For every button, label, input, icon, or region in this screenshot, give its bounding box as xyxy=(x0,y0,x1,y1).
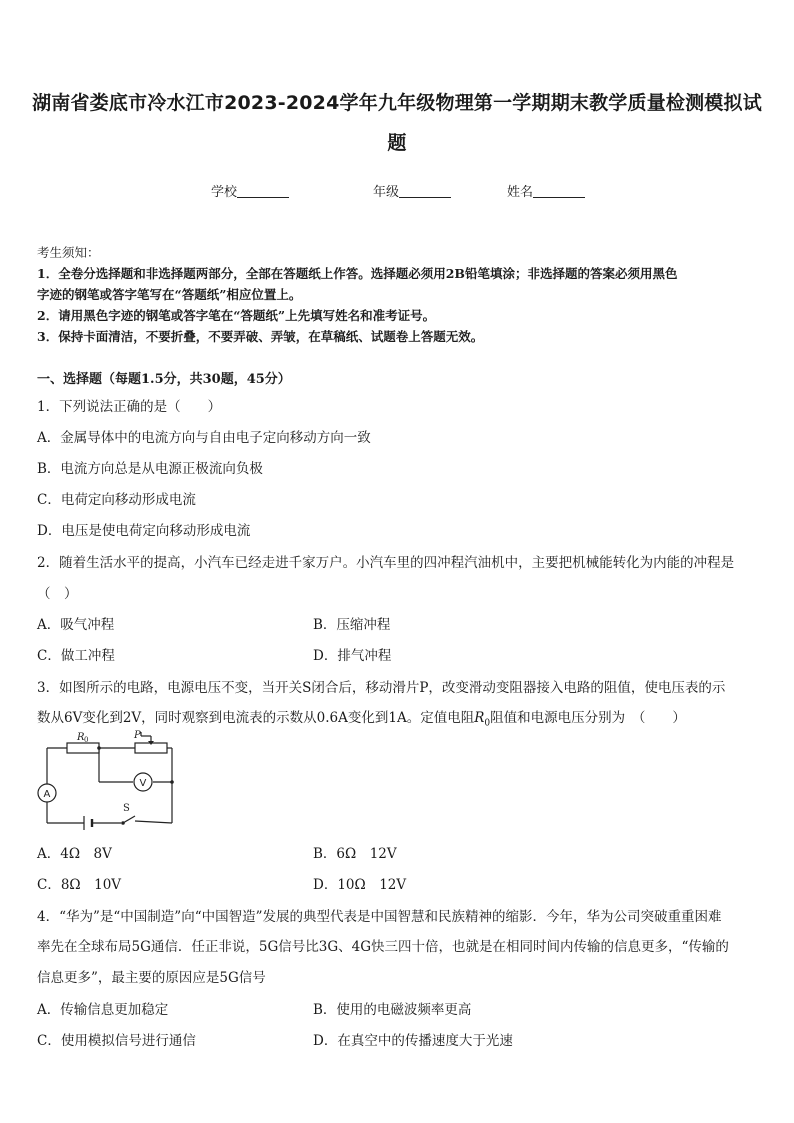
section-heading: 一、选择题（每题1.5分，共30题，45分） xyxy=(37,372,291,387)
q1-stem: 1．下列说法正确的是（ ） xyxy=(37,399,222,415)
notice-heading: 考生须知： xyxy=(37,245,100,260)
r0-symbol: R xyxy=(474,710,485,726)
grade-field xyxy=(373,181,451,200)
name-field xyxy=(507,181,585,200)
name-label: 姓名 xyxy=(507,185,534,200)
q3-option-a: A．4Ω 8V xyxy=(37,846,112,862)
notice-item-1a: 1．全卷分选择题和非选择题两部分，全部在答题纸上作答。选择题必须用2B铅笔填涂；非选择题的答案必须用黑色 xyxy=(37,266,678,281)
q3-stem-line2-part1: 数从6V变化到2V，同时观察到电流表的示数从0.6A变化到1A。定值电阻 xyxy=(37,710,475,726)
q3-option-b: B．6Ω 12V xyxy=(313,846,397,862)
q4-option-c: C．使用模拟信号进行通信 xyxy=(37,1033,196,1049)
q2-option-a: A．吸气冲程 xyxy=(37,617,115,633)
notice-item-1b: 字迹的钢笔或答字笔写在“答题纸”相应位置上。 xyxy=(37,287,302,302)
notice-item-3: 3．保持卡面清洁，不要折叠，不要弄破、弄皱，在草稿纸、试题卷上答题无效。 xyxy=(37,329,484,344)
q2-stem-line2: （ ） xyxy=(37,586,78,602)
q3-option-c: C．8Ω 10V xyxy=(37,877,122,893)
circuit-diagram xyxy=(37,730,177,834)
q1-option-b: B．电流方向总是从电源正极流向负极 xyxy=(37,461,263,477)
name-blank xyxy=(533,184,585,198)
q4-option-a: A．传输信息更加稳定 xyxy=(37,1002,169,1018)
voltmeter-label: V xyxy=(139,778,147,789)
grade-label: 年级 xyxy=(373,185,400,200)
school-label: 学校 xyxy=(211,185,238,200)
q2-option-b: B．压缩冲程 xyxy=(313,617,391,633)
q4-stem-line1: 4．“华为”是“中国制造”向“中国智造”发展的典型代表是中国智慧和民族精神的缩影．今年，华为公司突破重重困难 xyxy=(37,909,722,925)
exam-title-line2: 题 xyxy=(387,132,407,154)
q4-option-b: B．使用的电磁波频率更高 xyxy=(313,1002,472,1018)
exam-title-line1: 湖南省娄底市冷水江市2023-2024学年九年级物理第一学期期末教学质量检测模拟试 xyxy=(32,92,762,114)
switch-label: S xyxy=(123,803,130,814)
q1-option-d: D．电压是使电荷定向移动形成电流 xyxy=(37,523,251,539)
q2-option-c: C．做工冲程 xyxy=(37,648,115,664)
switch-icon xyxy=(123,816,135,823)
exam-notice xyxy=(37,242,759,347)
school-blank xyxy=(237,184,289,198)
ammeter-label: A xyxy=(43,789,51,800)
p-label: P xyxy=(134,730,141,741)
junction-dot xyxy=(97,746,101,750)
q2-option-d: D．排气冲程 xyxy=(313,648,392,664)
r0-label-sub: 0 xyxy=(84,736,89,744)
r0-resistor-icon xyxy=(67,743,99,753)
notice-item-2: 2．请用黑色字迹的钢笔或答字笔在“答题纸”上先填写姓名和准考证号。 xyxy=(37,308,436,323)
q4-option-d: D．在真空中的传播速度大于光速 xyxy=(313,1033,513,1049)
q2-stem-line1: 2．随着生活水平的提高，小汽车已经走进千家万户。小汽车里的四冲程汽油机中，主要把机械能转化为内能的冲程是 xyxy=(37,555,735,571)
q1-option-c: C．电荷定向移动形成电流 xyxy=(37,492,196,508)
q3-stem-line2-part2: 阻值和电源电压分别为 （ ） xyxy=(490,710,686,726)
q3-stem-line2 xyxy=(37,706,686,729)
r0-label: R xyxy=(77,732,85,743)
school-field xyxy=(211,181,289,200)
q4-stem-line3: 信息更多”，最主要的原因应是5G信号 xyxy=(37,970,266,986)
grade-blank xyxy=(399,184,451,198)
junction-dot xyxy=(170,780,174,784)
q1-option-a: A．金属导体中的电流方向与自由电子定向移动方向一致 xyxy=(37,430,371,446)
q3-stem-line1: 3．如图所示的电路，电源电压不变，当开关S闭合后，移动滑片P，改变滑动变阻器接入电路的阻值，使电压表的示 xyxy=(37,680,726,696)
q4-stem-line2: 率先在全球布局5G通信．任正非说，5G信号比3G、4G快三四十倍，也就是在相同时间内传输的信息更多，“传输的 xyxy=(37,939,729,955)
q3-option-d: D．10Ω 12V xyxy=(313,877,407,893)
r0-subscript: 0 xyxy=(484,718,491,729)
